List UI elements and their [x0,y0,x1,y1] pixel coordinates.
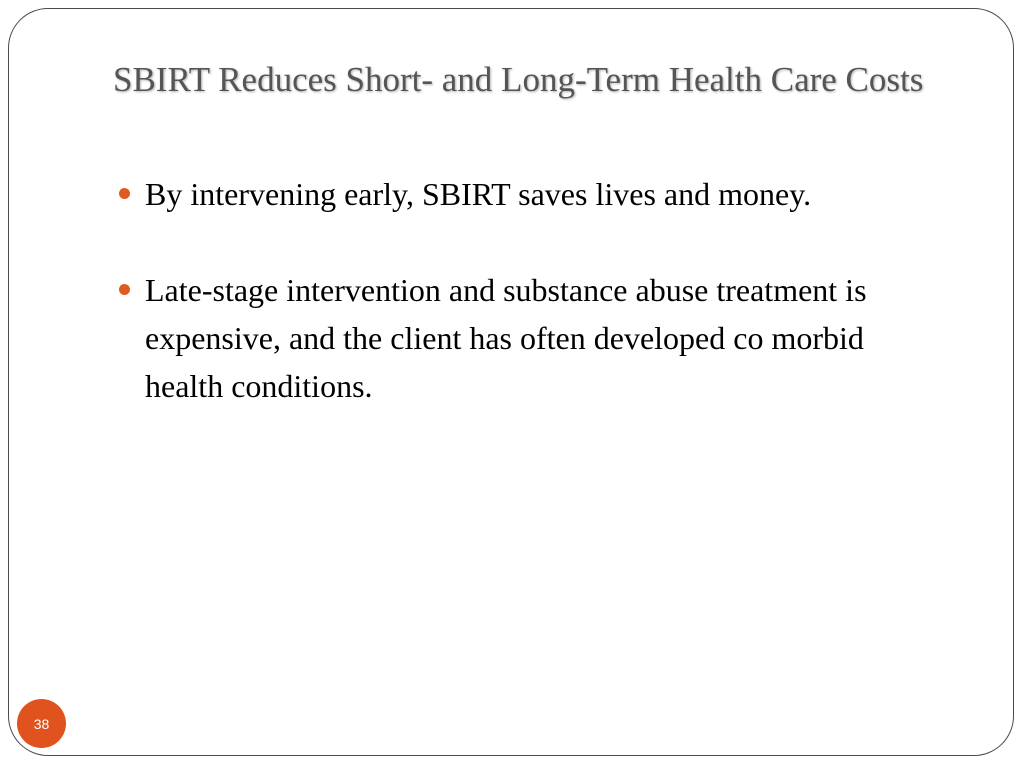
bullet-text: By intervening early, SBIRT saves lives and money. [145,176,812,212]
bullet-item [118,170,918,218]
bullet-item [118,266,918,410]
bullet-dot-icon [119,284,130,295]
page-number-badge [17,699,66,748]
slide-title: SBIRT Reduces Short- and Long-Term Health Care Costs [113,60,924,99]
bullet-dot-icon [119,188,130,199]
bullet-list [118,170,918,458]
bullet-text: Late-stage intervention and substance abuse treatment is expensive, and the client has often developed co morbid health conditions. [145,272,867,404]
page-number: 38 [33,715,50,732]
